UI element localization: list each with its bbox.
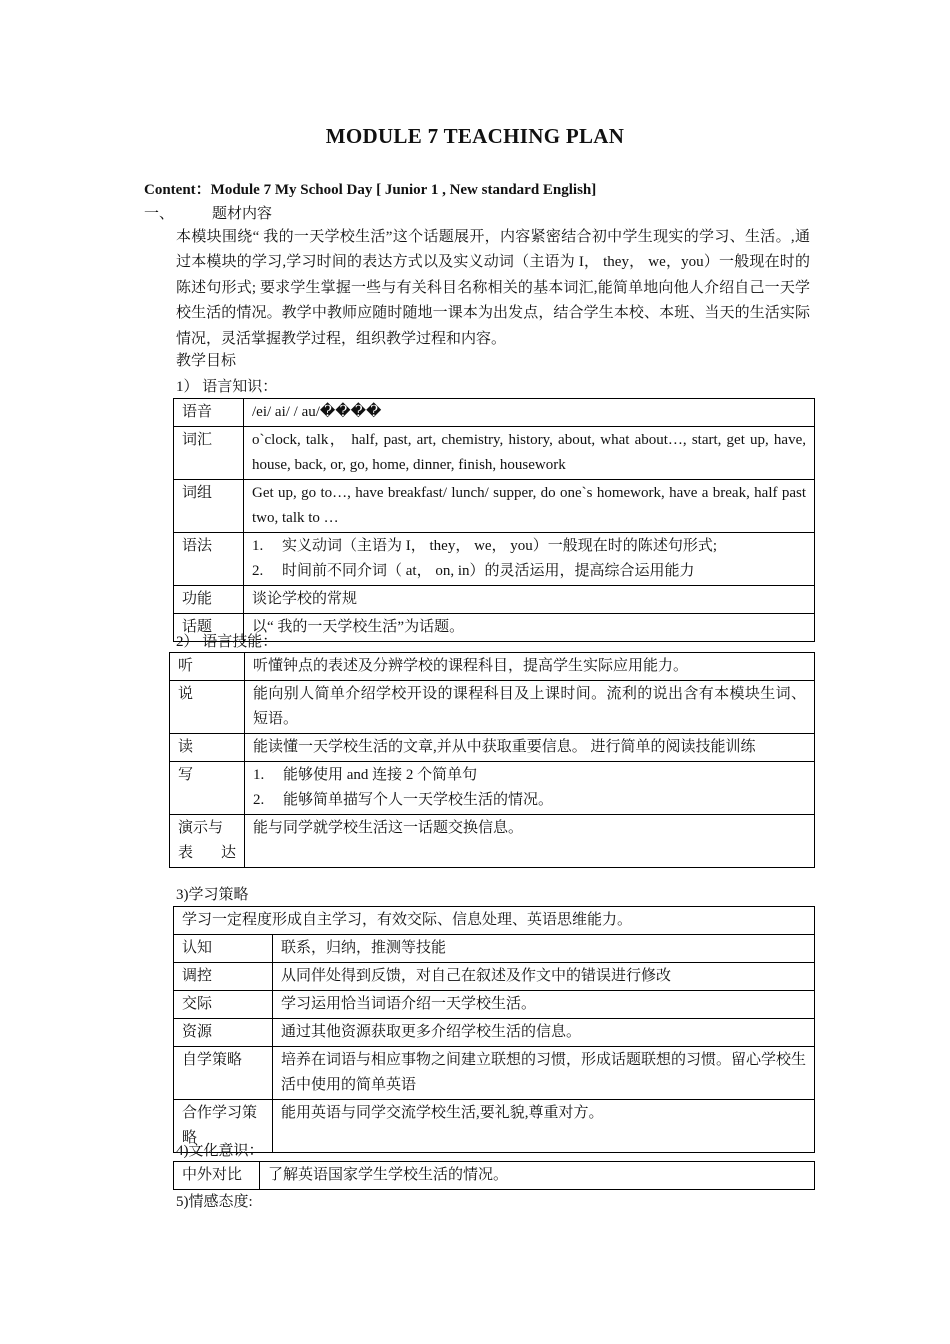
table-row: [170, 681, 815, 734]
row-key: 话题: [174, 614, 244, 642]
row-key: 调控: [174, 963, 273, 991]
table-row: [174, 1019, 815, 1047]
row-value: /ei/ ai/ / au/����: [244, 399, 815, 427]
row-value: 以“ 我的一天学校生活”为话题。: [244, 614, 815, 642]
row-value: 培养在词语与相应事物之间建立联想的习惯，形成话题联想的习惯。留心学校生活中使用的简单英语: [273, 1047, 815, 1100]
row-key: 语法: [174, 533, 244, 586]
row-key: 演示与表达: [170, 815, 245, 868]
row-value: 了解英语国家学生学校生活的情况。: [260, 1162, 815, 1190]
list-text: 时间前不同介词（ at， on, in）的灵活运用，提高综合运用能力: [282, 563, 695, 579]
cultural-awareness-table: [173, 1161, 815, 1190]
learning-strategy-table: [173, 906, 815, 1153]
row-value: 听懂钟点的表述及分辨学校的课程科目，提高学生实际应用能力。: [245, 653, 815, 681]
section-heading: [144, 202, 272, 223]
row-key: 功能: [174, 586, 244, 614]
row-value: [245, 762, 815, 815]
list-text: 能够使用 and 连接 2 个简单句: [283, 767, 478, 783]
row-value: o`clock, talk， half, past, art, chemistry, history, about, what about…, start, get up, have, house, back, or, go, home, dinner, finish, housework: [244, 427, 815, 480]
learning-strategy-label: 3)学习策略: [176, 887, 249, 903]
list-number: 1.: [252, 538, 264, 554]
list-text: 实义动词（主语为 I， they， we， you）一般现在时的陈述句形式;: [282, 538, 717, 554]
row-key: 写: [170, 762, 245, 815]
table-row: [174, 586, 815, 614]
goals-label: 教学目标: [176, 353, 237, 369]
row-key: 读: [170, 734, 245, 762]
table-row: [174, 1162, 815, 1190]
table-row: [174, 1100, 815, 1153]
row-key: 语音: [174, 399, 244, 427]
table-row: [174, 399, 815, 427]
cultural-awareness-label: 4)文化意识：: [176, 1143, 264, 1159]
table-row: [170, 653, 815, 681]
attitude-label: 5)情感态度:: [176, 1194, 253, 1210]
row-value: 能与同学就学校生活这一话题交换信息。: [245, 815, 815, 868]
row-value: 通过其他资源获取更多介绍学校生活的信息。: [273, 1019, 815, 1047]
section-number: 一、: [144, 206, 175, 222]
list-number: 2.: [252, 563, 264, 579]
language-knowledge-label: 1） 语言知识：: [176, 379, 278, 395]
document-title: MODULE 7 TEACHING PLAN: [325, 124, 625, 148]
table-row: [174, 1047, 815, 1100]
row-key: 合作学习策略: [174, 1100, 273, 1153]
row-value: [244, 533, 815, 586]
list-number: 2.: [253, 792, 265, 808]
intro-paragraph: 本模块围绕“ 我的一天学校生活”这个话题展开，内容紧密结合初中学生现实的学习、生活。,通过本模块的学习,学习时间的表达方式以及实义动词（主语为 I， they， we，you）一般现在时的陈述句形式; 要求学生掌握一些与有关科目名称相关的基本词汇,能简单地向他人介绍自己一天学校生活的情况。教学中教师应随时随地一课本为出发点，结合学生本校、本班、当天的生活实际情况，灵活掌握教学过程，组织教学过程和内容。: [176, 229, 810, 347]
row-key: 自学策略: [174, 1047, 273, 1100]
table-row: [174, 480, 815, 533]
list-item: [253, 788, 806, 813]
table-row: [170, 734, 815, 762]
row-value: 从同伴处得到反馈，对自己在叙述及作文中的错误进行修改: [273, 963, 815, 991]
language-skills-label: 2） 语言技能：: [176, 634, 278, 650]
table-row: [174, 907, 815, 935]
row-key: 资源: [174, 1019, 273, 1047]
list-item: [253, 763, 806, 788]
table-row: [174, 533, 815, 586]
row-value: Get up, go to…, have breakfast/ lunch/ supper, do one`s homework, have a break, half past two, talk to …: [244, 480, 815, 533]
row-value: 联系，归纳，推测等技能: [273, 935, 815, 963]
table-row: [174, 935, 815, 963]
content-line: Content：Module 7 My School Day [ Junior 1 , New standard English]: [144, 182, 597, 198]
table-row: [174, 427, 815, 480]
list-text: 能够简单描写个人一天学校生活的情况。: [283, 792, 554, 808]
language-knowledge-table: [173, 398, 815, 642]
row-key: 中外对比: [174, 1162, 260, 1190]
row-value: 学习运用恰当词语介绍一天学校生活。: [273, 991, 815, 1019]
row-value: 能读懂一天学校生活的文章,并从中获取重要信息。 进行简单的阅读技能训练: [245, 734, 815, 762]
row-key: 听: [170, 653, 245, 681]
section-label: 题材内容: [212, 206, 273, 222]
table-row: [174, 991, 815, 1019]
language-skills-table: [169, 652, 815, 868]
row-key: 交际: [174, 991, 273, 1019]
row-key: 词组: [174, 480, 244, 533]
row-key: 说: [170, 681, 245, 734]
row-key: 认知: [174, 935, 273, 963]
list-item: [252, 534, 806, 559]
list-item: [252, 559, 806, 584]
table-row: [170, 815, 815, 868]
row-key: 词汇: [174, 427, 244, 480]
row-value: 谈论学校的常规: [244, 586, 815, 614]
table-row: [174, 963, 815, 991]
table-header-cell: 学习一定程度形成自主学习，有效交际、信息处理、英语思维能力。: [174, 907, 815, 935]
row-value: 能用英语与同学交流学校生活,要礼貌,尊重对方。: [273, 1100, 815, 1153]
list-number: 1.: [253, 767, 265, 783]
table-row: [170, 762, 815, 815]
row-value: 能向别人简单介绍学校开设的课程科目及上课时间。流利的说出含有本模块生词、短语。: [245, 681, 815, 734]
